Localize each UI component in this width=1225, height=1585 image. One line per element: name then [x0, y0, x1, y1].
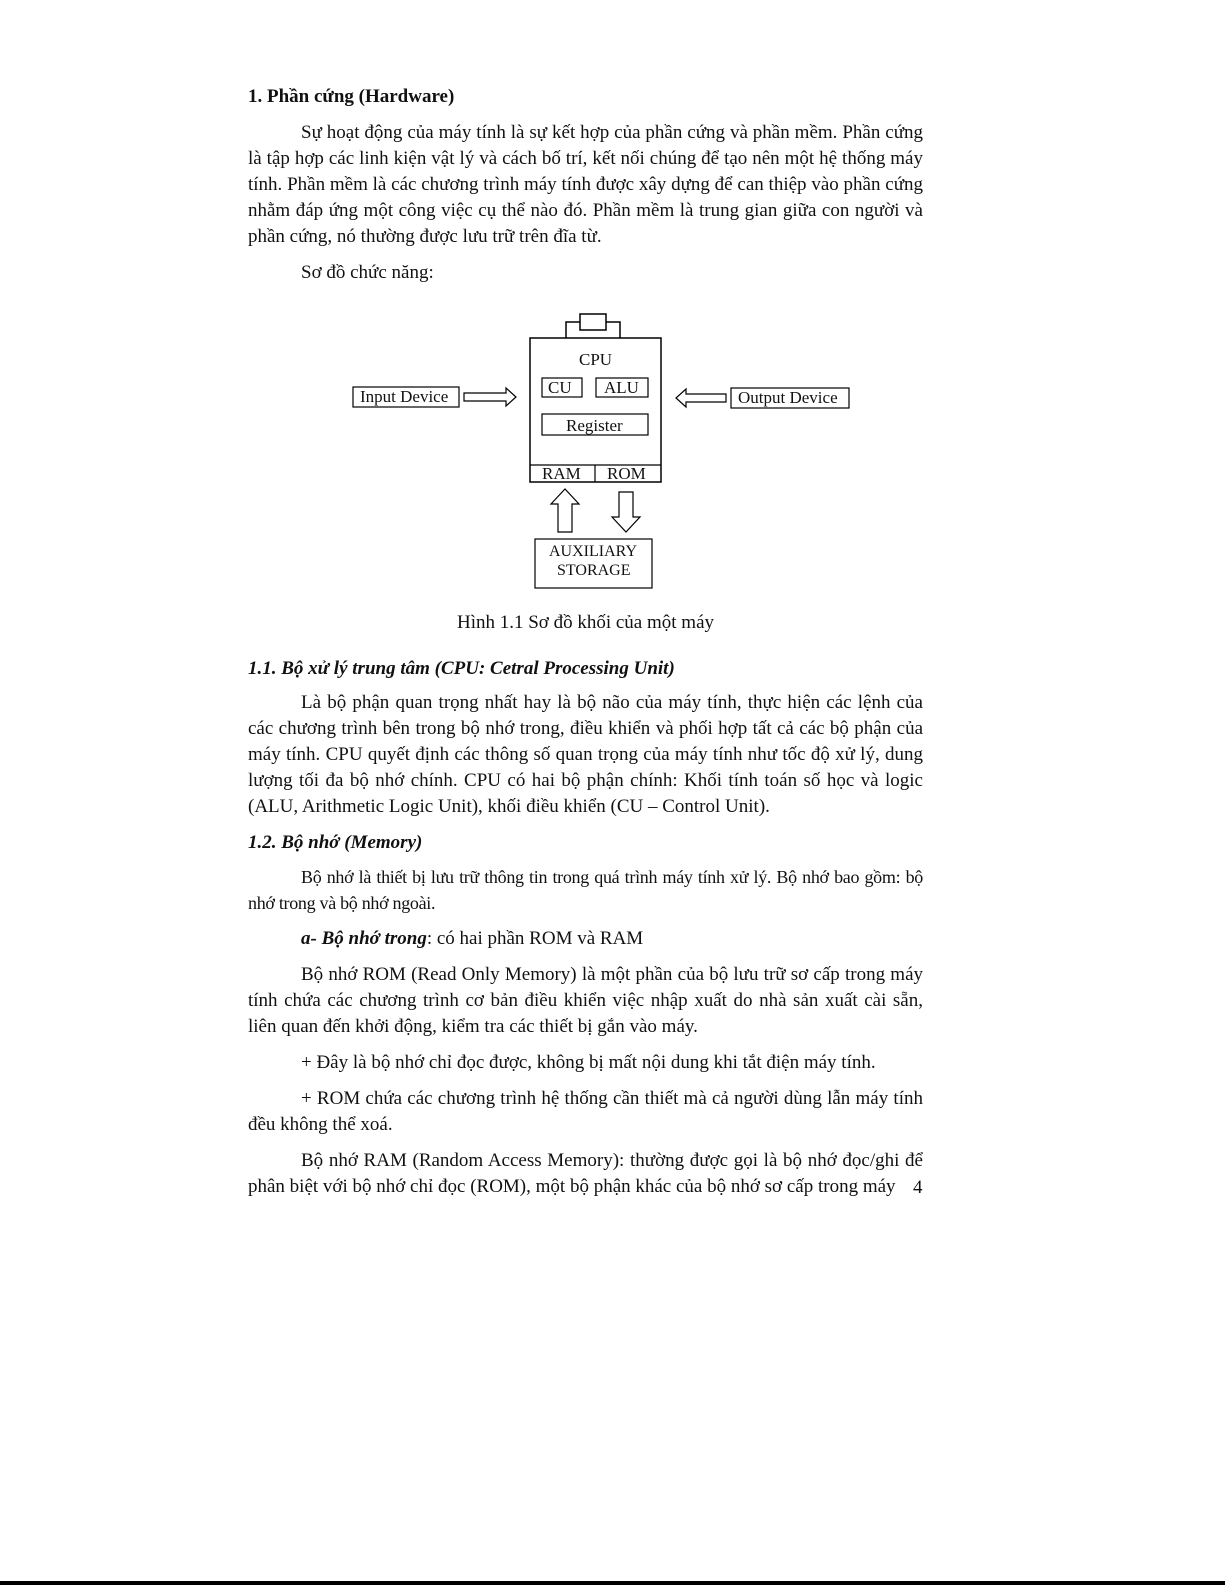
rom-paragraph: Bộ nhớ ROM (Read Only Memory) là một phần của bộ lưu trữ sơ cấp trong máy tính chứa các chương trình cơ bản điều khiển việc nhập xuất do nhà sản xuất cài sẵn, liên quan đến khởi động, kiểm tra các thiết bị gắn vào máy.: [248, 964, 923, 1037]
cpu-section-body: Là bộ phận quan trọng nhất hay là bộ não của máy tính, thực hiện các lệnh của các chương trình bên trong bộ nhớ trong, điều khiển và phối hợp tất cả các bộ phận của máy tính. CPU quyết định các thông số quan trọng của máy tính như tốc độ xử lý, dung lượng tối đa bộ nhớ chính. CPU có hai bộ phận chính: Khối tính toán số học và logic (ALU, Arithmetic Logic Unit), khối điều khiển (CU – Control Unit).: [248, 692, 923, 817]
cpu-label: CPU: [579, 350, 613, 369]
alu-label: ALU: [604, 378, 639, 397]
rom-label: ROM: [607, 464, 646, 483]
figure-caption: Hình 1.1 Sơ đồ khối của một máy: [456, 612, 715, 633]
cpu-section-title: 1.1. Bộ xử lý trung tâm (CPU: Cetral Processing Unit): [248, 658, 675, 679]
document-page: [248, 80, 923, 1210]
block-diagram: [248, 292, 923, 610]
internal-memory-heading: [248, 926, 923, 952]
internal-memory-text: : có hai phần ROM và RAM: [426, 928, 644, 949]
ram-paragraph: Bộ nhớ RAM (Random Access Memory): thường được gọi là bộ nhớ đọc/ghi để phân biệt với bộ nhớ chỉ đọc (ROM), một bộ phận khác của bộ nhớ sơ cấp trong máy: [248, 1150, 923, 1197]
intro-paragraph: Sự hoạt động của máy tính là sự kết hợp của phần cứng và phần mềm. Phần cứng là tập hợp các linh kiện vật lý và cách bố trí, kết nối chúng để tạo nên một hệ thống máy tính. Phần mềm là các chương trình máy tính được xây dựng để can thiệp vào phần cứng nhằm đáp ứng một công việc cụ thể nào đó. Phần mềm là trung gian giữa con người và phần cứng, nó thường được lưu trữ trên đĩa từ.: [248, 122, 923, 247]
rom-bullet-1: + Đây là bộ nhớ chỉ đọc được, không bị mất nội dung khi tắt điện máy tính.: [301, 1052, 876, 1073]
register-label: Register: [566, 416, 623, 435]
memory-section-title: 1.2. Bộ nhớ (Memory): [248, 832, 423, 853]
aux-storage-label-line1: AUXILIARY: [549, 543, 637, 560]
internal-memory-label: a- Bộ nhớ trong: [301, 928, 427, 949]
rom-bullet-2: + ROM chứa các chương trình hệ thống cần thiết mà cả người dùng lẫn máy tính đều không thể xoá.: [248, 1088, 923, 1135]
aux-storage-label-line2: STORAGE: [557, 562, 631, 579]
diagram-intro: Sơ đồ chức năng:: [301, 262, 434, 283]
ram-label: RAM: [542, 464, 581, 483]
section-title: 1. Phần cứng (Hardware): [248, 86, 455, 107]
input-device-label: Input Device: [360, 387, 449, 406]
output-device-label: Output Device: [738, 388, 838, 407]
bottom-border: [0, 1581, 1225, 1585]
page-number: 4: [913, 1177, 923, 1198]
cu-label: CU: [548, 378, 572, 397]
memory-section-body: Bộ nhớ là thiết bị lưu trữ thông tin trong quá trình máy tính xử lý. Bộ nhớ bao gồm: bộ nhớ trong và bộ nhớ ngoài.: [248, 867, 923, 913]
